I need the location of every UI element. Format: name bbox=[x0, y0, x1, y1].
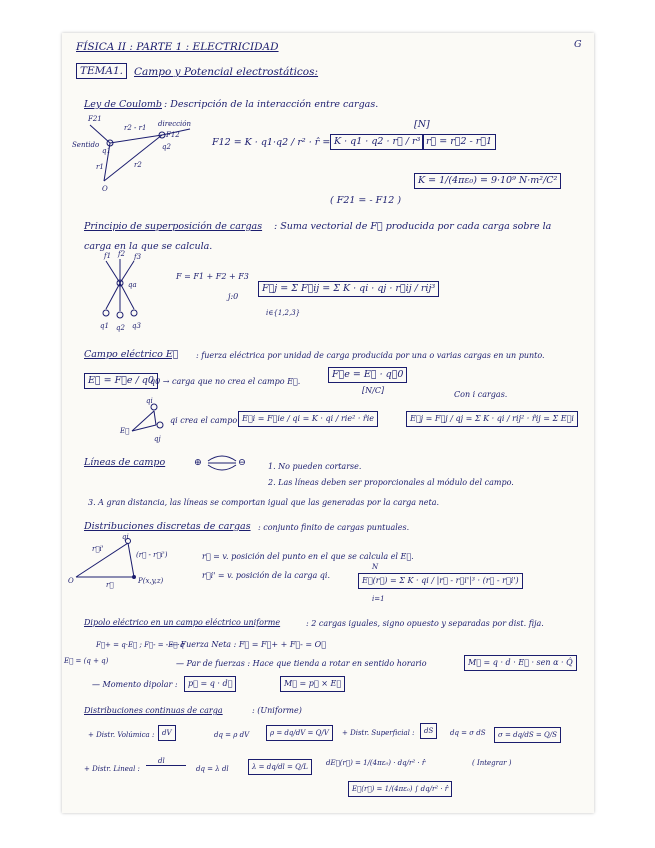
integrar-note: ( Integrar ) bbox=[472, 759, 512, 767]
newton-third-law: ( F21 = - F12 ) bbox=[330, 195, 402, 206]
torque2-box: M⃗ = p⃗ × E⃗ bbox=[280, 676, 345, 692]
positive-charge: ⊕ bbox=[194, 457, 202, 468]
sup-dq: dq = σ dS bbox=[450, 729, 486, 737]
coulomb-unit: [N] bbox=[414, 119, 430, 130]
torque-box: M⃗ = q · d · E⃗ · sen α · Q̂ bbox=[464, 655, 577, 671]
continuas-sub: : (Uniforme) bbox=[252, 706, 302, 715]
o-discretas-label: O bbox=[68, 577, 74, 585]
campo-heading: Campo eléctrico E⃗ bbox=[84, 349, 179, 360]
discretas-description: : conjunto finito de cargas puntuales. bbox=[258, 523, 410, 532]
ri-description: r⃗i' = v. posición de la carga qi. bbox=[202, 571, 330, 580]
superposicion-description: : Suma vectorial de F⃗ producida por cada carga sobre la bbox=[274, 221, 552, 232]
e-integral-box: E⃗(r⃗) = 1/(4πε₀) ∫ dq/r² · r̂ bbox=[348, 781, 452, 797]
sum-bottom: i=1 bbox=[372, 595, 385, 603]
superposicion-heading: Principio de superposición de cargas bbox=[84, 221, 263, 232]
page-title: FÍSICA II : PARTE 1 : ELECTRICIDAD bbox=[76, 41, 279, 53]
moment-box: p⃗ = q · d⃗ bbox=[184, 676, 236, 692]
r2-label: r2 bbox=[134, 161, 142, 169]
continuas-heading: Distribuciones continuas de carga bbox=[84, 706, 223, 715]
lineas-rule-3: 3. A gran distancia, las líneas se comportan igual que las generadas por la carga neta. bbox=[88, 498, 440, 507]
campo-description: : fuerza eléctrica por unidad de carga producida por una o varias cargas en un punto. bbox=[196, 351, 545, 360]
sup-box: σ = dq/dS = Q/S bbox=[494, 727, 561, 743]
superposicion-sum: F = F1 + F2 + F3 bbox=[176, 272, 249, 281]
fe-definition-box: F⃗e = E⃗ · q⃗0 bbox=[328, 367, 407, 383]
e-definition-box: E⃗ = F⃗e / q0 bbox=[84, 373, 158, 389]
discretas-formula-box: E⃗(r⃗) = Σ K · qi / |r⃗ - r⃗i'|³ · (r⃗ - r⃗i') bbox=[358, 573, 523, 589]
r2r1-label: r2 - r1 bbox=[124, 124, 147, 132]
discretas-diagram bbox=[62, 33, 594, 813]
qi-discretas-label: qi bbox=[122, 533, 129, 541]
sup-label: + Distr. Superficial : bbox=[342, 729, 415, 737]
tema-label: TEMA1. bbox=[76, 63, 127, 79]
lin-label: + Distr. Lineal : bbox=[84, 765, 140, 773]
q1-label: q1 bbox=[102, 147, 111, 155]
sup-ds: dS bbox=[420, 723, 437, 739]
campo-unit: [N/C] bbox=[362, 386, 385, 395]
coulomb-heading: Ley de Coulomb bbox=[84, 99, 162, 110]
f3-label: f3 bbox=[134, 253, 142, 261]
lineas-rule-1: 1. No pueden cortarse. bbox=[268, 462, 362, 471]
f1-label: f1 bbox=[104, 252, 112, 260]
coulomb-description: : Descripción de la interacción entre cargas. bbox=[164, 99, 379, 110]
lin-box: λ = dq/dl = Q/L bbox=[248, 759, 312, 775]
moment-label: — Momento dipolar : bbox=[92, 680, 178, 689]
coulomb-formula-box: K · q1 · q2 · r⃗ / r³ bbox=[330, 134, 424, 150]
dipolo-heading: Dipolo eléctrico en un campo eléctrico uniforme bbox=[84, 618, 281, 627]
superposicion-j-label: j:0 bbox=[228, 292, 239, 301]
k-constant-box: K = 1/(4πε₀) = 9·10⁹ N·m²/C² bbox=[414, 173, 561, 189]
dipolo-description: : 2 cargas iguales, signo opuesto y separadas por dist. fija. bbox=[306, 619, 544, 628]
sentido-label: Sentido bbox=[72, 141, 100, 149]
vol-dq: dq = ρ dV bbox=[214, 731, 250, 739]
con-cargas-note: Con i cargas. bbox=[454, 390, 508, 399]
superposicion-index: i∈{1,2,3} bbox=[266, 309, 301, 317]
lineas-heading: Líneas de campo bbox=[84, 457, 166, 468]
q2-label: q2 bbox=[162, 143, 171, 151]
lin-dq: dq = λ dl bbox=[196, 765, 229, 773]
superposicion-formula-box: F⃗j = Σ F⃗ij = Σ K · qi · qj · r⃗ij / rij³ bbox=[258, 281, 439, 297]
qi-campo-label: qi bbox=[146, 397, 153, 405]
r-discretas-label: r⃗ bbox=[106, 581, 114, 589]
campo-formula2-box: E⃗j = F⃗j / qj = Σ K · qi / rij² · r̂ij = Σ E⃗i bbox=[406, 411, 578, 427]
lineas-rule-2: 2. Las líneas deben ser proporcionales al módulo del campo. bbox=[268, 478, 514, 487]
qj-campo-label: qj bbox=[154, 435, 161, 443]
qa-label: qa bbox=[128, 281, 137, 289]
f12-label: F12 bbox=[166, 131, 180, 139]
p-discretas-label: P(x,y,z) bbox=[138, 577, 164, 585]
ri-discretas-label: r⃗i' bbox=[92, 545, 104, 553]
diff-discretas-label: (r⃗ - r⃗i') bbox=[136, 551, 168, 559]
page-mark: G bbox=[574, 39, 582, 50]
sum-top: N bbox=[372, 563, 379, 571]
q1-sup-label: q1 bbox=[100, 322, 109, 330]
dipolo-net-force: — Fuerza Neta : F⃗ = F⃗+ + F⃗- = O⃗ bbox=[170, 640, 327, 649]
vol-dv: dV bbox=[158, 725, 176, 741]
f2-label: f2 bbox=[118, 250, 126, 258]
coulomb-formula: F12 = K · q1·q2 / r² · r̂ = bbox=[212, 137, 331, 148]
r-description: r⃗ = v. posición del punto en el que se calcula el E⃗. bbox=[202, 552, 414, 561]
qi-note: qi crea el campo bbox=[170, 416, 238, 425]
negative-charge: ⊖ bbox=[238, 457, 246, 468]
r1-label: r1 bbox=[96, 163, 104, 171]
discretas-heading: Distribuciones discretas de cargas bbox=[84, 521, 251, 532]
dipolo-forces: F⃗+ = q·E⃗ ; F⃗- = -E⃗·q bbox=[96, 641, 185, 649]
q2-sup-label: q2 bbox=[116, 324, 125, 332]
vol-label: + Distr. Volúmica : bbox=[88, 731, 155, 739]
f21-label: F21 bbox=[88, 115, 102, 123]
r-definition-box: r⃗ = r⃗2 - r⃗1 bbox=[422, 134, 496, 150]
tema-title: Campo y Potencial electrostáticos: bbox=[134, 66, 319, 78]
notes-sheet bbox=[62, 33, 594, 813]
dipolo-fig-label: E⃗ = (q + q) bbox=[64, 657, 109, 665]
q3-sup-label: q3 bbox=[132, 322, 141, 330]
vol-box: ρ = dq/dV = Q/V bbox=[266, 725, 333, 741]
e-campo-label: E⃗ bbox=[120, 427, 130, 435]
direccion-label: dirección bbox=[158, 120, 192, 128]
superposicion-description-2: carga en la que se calcula. bbox=[84, 241, 213, 252]
de-formula: dE⃗(r⃗) = 1/(4πε₀) · dq/r² · r̂ bbox=[326, 759, 426, 767]
origin-label: O bbox=[102, 185, 108, 193]
lin-dl: dl bbox=[158, 757, 165, 765]
q0-note: q0 → carga que no crea el campo E⃗. bbox=[150, 377, 301, 386]
dipolo-par: — Par de fuerzas : Hace que tienda a rotar en sentido horario bbox=[176, 659, 427, 668]
campo-formula1-box: E⃗i = F⃗ie / qi = K · qi / rie² · r̂ie bbox=[238, 411, 378, 427]
